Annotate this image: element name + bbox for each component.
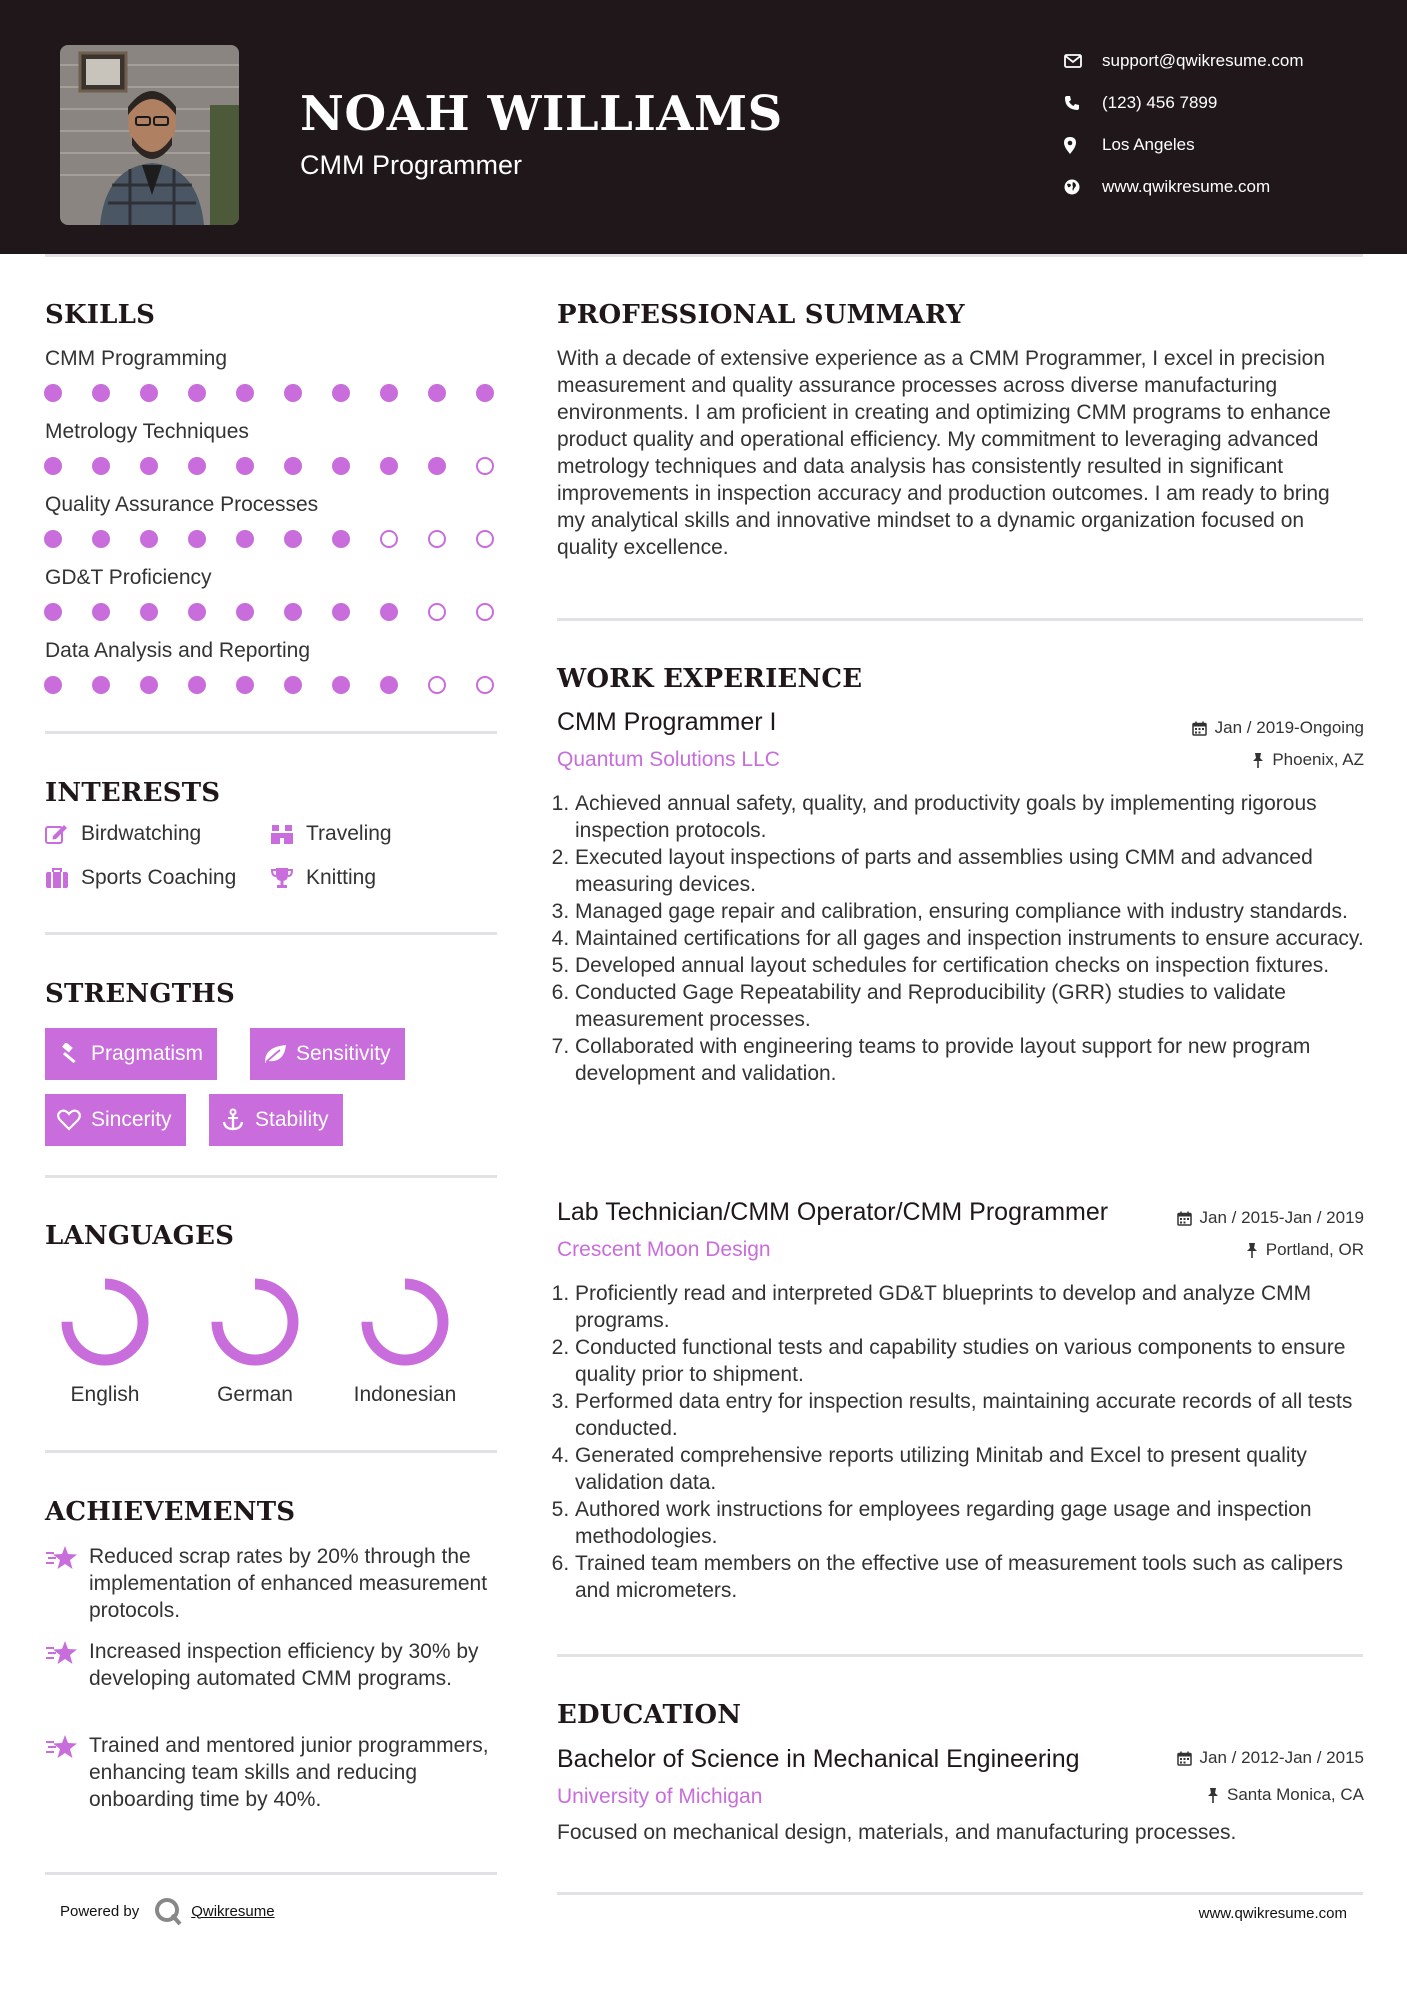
rating-dot-filled bbox=[284, 384, 302, 402]
company-name: Crescent Moon Design bbox=[557, 1238, 771, 1261]
rating-dot-filled bbox=[44, 530, 62, 548]
education-dates-text: Jan / 2012-Jan / 2015 bbox=[1199, 1748, 1364, 1767]
summary-divider bbox=[557, 618, 1363, 621]
contact-website[interactable] bbox=[1064, 166, 1304, 208]
rating-dot-filled bbox=[380, 676, 398, 694]
rating-dot-filled bbox=[92, 530, 110, 548]
achievement-item bbox=[45, 1638, 505, 1692]
rating-dot-filled bbox=[380, 384, 398, 402]
strength-label: Sensitivity bbox=[296, 1042, 391, 1065]
rating-dot-filled bbox=[188, 530, 206, 548]
rating-dot-filled bbox=[284, 603, 302, 621]
rating-dot-filled bbox=[332, 457, 350, 475]
rating-dot-filled bbox=[236, 603, 254, 621]
languages-heading: LANGUAGES bbox=[45, 1221, 235, 1251]
pushpin-icon bbox=[1252, 753, 1264, 768]
rating-dot-empty bbox=[428, 530, 446, 548]
job-title: Lab Technician/CMM Operator/CMM Programmer bbox=[557, 1198, 1109, 1226]
map-pin-icon bbox=[1064, 137, 1102, 154]
achievement-item bbox=[45, 1732, 505, 1813]
language-proficiency-arc bbox=[217, 1284, 293, 1360]
contact-phone-text: (123) 456 7899 bbox=[1102, 93, 1218, 112]
language-proficiency-arc bbox=[367, 1284, 443, 1360]
rating-dot-filled bbox=[44, 676, 62, 694]
job-location-text: Phoenix, AZ bbox=[1272, 750, 1364, 769]
job-dates-text: Jan / 2015-Jan / 2019 bbox=[1199, 1208, 1364, 1227]
work-divider bbox=[557, 1654, 1363, 1657]
rating-dot-filled bbox=[236, 384, 254, 402]
interest-label: Traveling bbox=[306, 822, 392, 845]
shooting-star-icon bbox=[45, 1638, 89, 1692]
job-duty-item: 4. Maintained certifications for all gages and inspection instruments to ensure accuracy. bbox=[575, 925, 1367, 952]
job-title: CMM Programmer I bbox=[557, 708, 777, 736]
calendar-icon bbox=[1192, 721, 1207, 736]
rating-dot-filled bbox=[332, 530, 350, 548]
footer-website[interactable]: www.qwikresume.com bbox=[1198, 1905, 1347, 1922]
language-proficiency-arc bbox=[67, 1284, 143, 1360]
job-duty-item: 6. Conducted Gage Repeatability and Reproducibility (GRR) studies to validate measurement processes. bbox=[575, 979, 1367, 1033]
job-duties-list bbox=[557, 790, 1367, 1087]
profile-photo bbox=[60, 45, 239, 225]
rating-dot-filled bbox=[284, 676, 302, 694]
strengths-heading: STRENGTHS bbox=[45, 979, 236, 1009]
education-location bbox=[1207, 1785, 1364, 1805]
job-duty-item: 1. Achieved annual safety, quality, and productivity goals by implementing rigorous inspection protocols. bbox=[575, 790, 1367, 844]
rating-dot-filled bbox=[140, 384, 158, 402]
rating-dot-empty bbox=[428, 676, 446, 694]
interest-item bbox=[270, 866, 376, 890]
job-duty-item: 2. Conducted functional tests and capability studies on various components to ensure quality prior to shipment. bbox=[575, 1334, 1367, 1388]
language-proficiency-ring bbox=[53, 1272, 157, 1372]
rating-dot-filled bbox=[44, 384, 62, 402]
rating-dot-filled bbox=[332, 676, 350, 694]
rating-dot-filled bbox=[428, 457, 446, 475]
strengths-divider bbox=[45, 1175, 497, 1178]
resume-header bbox=[0, 0, 1407, 254]
language-label: English bbox=[70, 1383, 140, 1406]
skill-rating bbox=[44, 676, 524, 694]
rating-dot-empty bbox=[476, 603, 494, 621]
rating-dot-filled bbox=[140, 530, 158, 548]
skill-rating bbox=[44, 530, 524, 548]
job-duty-item: 7. Collaborated with engineering teams to provide layout support for new program development and validation. bbox=[575, 1033, 1367, 1087]
language-item bbox=[45, 1272, 165, 1407]
education-location-text: Santa Monica, CA bbox=[1226, 1785, 1364, 1804]
shooting-star-icon bbox=[45, 1732, 89, 1813]
interest-label: Birdwatching bbox=[81, 822, 202, 845]
education-dates bbox=[1177, 1748, 1364, 1768]
job-duty-item: 2. Executed layout inspections of parts and assemblies using CMM and advanced measuring devices. bbox=[575, 844, 1367, 898]
strength-label: Stability bbox=[255, 1108, 329, 1131]
language-label: German bbox=[217, 1383, 293, 1406]
interests-divider bbox=[45, 932, 497, 935]
company-name: Quantum Solutions LLC bbox=[557, 748, 780, 771]
contact-list bbox=[1064, 40, 1304, 208]
job-duty-item: 5. Developed annual layout schedules for certification checks on inspection fixtures. bbox=[575, 952, 1367, 979]
profile-photo-image bbox=[60, 45, 239, 225]
strength-label: Pragmatism bbox=[91, 1042, 204, 1065]
language-label: Indonesian bbox=[353, 1383, 457, 1406]
job-dates bbox=[1177, 1208, 1364, 1228]
strength-tag bbox=[45, 1028, 217, 1080]
rating-dot-filled bbox=[44, 457, 62, 475]
rating-dot-filled bbox=[236, 530, 254, 548]
rating-dot-filled bbox=[140, 457, 158, 475]
language-item bbox=[195, 1272, 315, 1407]
summary-text: With a decade of extensive experience as a CMM Programmer, I excel in precision measurement and quality assurance processes across diverse manufacturing environments. I am proficient in creating and optimizing CMM programs to enhance product quality and operational efficiency. My commitment to leveraging advanced metrology techniques and data analysis has consistently resulted in significant improvements in inspection accuracy and production outcomes. I am ready to bring my analytical skills and innovative mindset to a dynamic organization focused on quality excellence. bbox=[557, 347, 1331, 559]
contact-email-text: support@qwikresume.com bbox=[1102, 51, 1304, 70]
shooting-star-icon bbox=[45, 1543, 89, 1624]
work-heading: WORK EXPERIENCE bbox=[557, 664, 863, 694]
skill-label: Quality Assurance Processes bbox=[45, 493, 319, 516]
header-divider bbox=[45, 254, 1363, 257]
achievement-text: Reduced scrap rates by 20% through the implementation of enhanced measurement protocols. bbox=[89, 1545, 488, 1622]
anchor-icon bbox=[221, 1108, 255, 1132]
rating-dot-filled bbox=[236, 676, 254, 694]
rating-dot-filled bbox=[188, 603, 206, 621]
education-divider bbox=[557, 1892, 1363, 1895]
rating-dot-empty bbox=[428, 603, 446, 621]
contact-website-text: www.qwikresume.com bbox=[1102, 177, 1271, 196]
job-duty-item: 3. Managed gage repair and calibration, ensuring compliance with industry standards. bbox=[575, 898, 1367, 925]
contact-location-text: Los Angeles bbox=[1102, 135, 1195, 154]
interest-item bbox=[45, 822, 201, 846]
binoculars-icon bbox=[270, 823, 306, 845]
briefcase-icon bbox=[45, 867, 81, 889]
skill-rating bbox=[44, 384, 524, 402]
rating-dot-filled bbox=[188, 384, 206, 402]
powered-by-text: Powered by bbox=[60, 1902, 140, 1920]
rating-dot-filled bbox=[140, 603, 158, 621]
contact-email[interactable] bbox=[1064, 40, 1304, 82]
job-duty-item: 4. Generated comprehensive reports utilizing Minitab and Excel to present quality validation data. bbox=[575, 1442, 1367, 1496]
skill-label: Metrology Techniques bbox=[45, 420, 249, 443]
rating-dot-filled bbox=[140, 676, 158, 694]
calendar-icon bbox=[1177, 1751, 1192, 1766]
skill-rating bbox=[44, 603, 524, 621]
heart-icon bbox=[57, 1109, 91, 1131]
trophy-icon bbox=[270, 867, 306, 889]
job-duty-item: 5. Authored work instructions for employees regarding gage usage and inspection methodologies. bbox=[575, 1496, 1367, 1550]
languages-divider bbox=[45, 1450, 497, 1453]
rating-dot-filled bbox=[188, 457, 206, 475]
rating-dot-filled bbox=[92, 603, 110, 621]
interest-item bbox=[45, 866, 236, 890]
skills-heading: SKILLS bbox=[45, 300, 156, 330]
globe-icon bbox=[1064, 179, 1102, 195]
rating-dot-empty bbox=[476, 457, 494, 475]
rating-dot-empty bbox=[476, 676, 494, 694]
strength-tag bbox=[209, 1094, 343, 1146]
job-duty-item: 1. Proficiently read and interpreted GD&T blueprints to develop and analyze CMM programs. bbox=[575, 1280, 1367, 1334]
rating-dot-filled bbox=[476, 384, 494, 402]
pencil-square-icon bbox=[45, 823, 81, 845]
achievements-divider bbox=[45, 1872, 497, 1875]
pushpin-icon bbox=[1207, 1788, 1219, 1803]
rating-dot-filled bbox=[380, 603, 398, 621]
interest-label: Sports Coaching bbox=[81, 866, 237, 889]
contact-phone[interactable] bbox=[1064, 82, 1304, 124]
pushpin-icon bbox=[1246, 1243, 1258, 1258]
leaf-icon bbox=[262, 1043, 296, 1065]
rating-dot-filled bbox=[380, 457, 398, 475]
rating-dot-empty bbox=[476, 530, 494, 548]
skill-label: Data Analysis and Reporting bbox=[45, 639, 310, 662]
job-location bbox=[1246, 1240, 1364, 1260]
achievement-item bbox=[45, 1543, 505, 1624]
education-heading: EDUCATION bbox=[557, 1700, 742, 1730]
qwikresume-link[interactable]: Qwikresume bbox=[191, 1902, 275, 1920]
calendar-icon bbox=[1177, 1211, 1192, 1226]
strength-tag bbox=[250, 1028, 405, 1080]
rating-dot-filled bbox=[332, 384, 350, 402]
achievement-text: Trained and mentored junior programmers, enhancing team skills and reducing onboarding time by 40%. bbox=[89, 1734, 489, 1811]
job-duty-item: 3. Performed data entry for inspection results, maintaining accurate records of all tests conducted. bbox=[575, 1388, 1367, 1442]
job-duty-item: 6. Trained team members on the effective use of measurement tools such as calipers and micrometers. bbox=[575, 1550, 1367, 1604]
job-duties-list bbox=[557, 1280, 1367, 1604]
rating-dot-filled bbox=[92, 676, 110, 694]
job-location bbox=[1252, 750, 1364, 770]
interest-label: Knitting bbox=[306, 866, 377, 889]
achievements-heading: ACHIEVEMENTS bbox=[45, 1497, 296, 1527]
degree-title: Bachelor of Science in Mechanical Engineering bbox=[557, 1745, 1080, 1773]
rating-dot-filled bbox=[188, 676, 206, 694]
language-proficiency-ring bbox=[353, 1272, 457, 1372]
skills-divider bbox=[45, 731, 497, 734]
language-item bbox=[345, 1272, 465, 1407]
gavel-icon bbox=[57, 1043, 91, 1065]
rating-dot-filled bbox=[284, 457, 302, 475]
footer-powered-by bbox=[60, 1896, 275, 1926]
strength-tag bbox=[45, 1094, 186, 1146]
candidate-name: NOAH WILLIAMS bbox=[300, 86, 783, 142]
job-location-text: Portland, OR bbox=[1265, 1240, 1364, 1259]
rating-dot-filled bbox=[428, 384, 446, 402]
phone-icon bbox=[1064, 95, 1102, 111]
envelope-icon bbox=[1064, 54, 1102, 68]
summary-heading: PROFESSIONAL SUMMARY bbox=[557, 300, 965, 330]
job-dates-text: Jan / 2019-Ongoing bbox=[1214, 718, 1364, 737]
contact-location bbox=[1064, 124, 1304, 166]
rating-dot-filled bbox=[92, 457, 110, 475]
rating-dot-filled bbox=[236, 457, 254, 475]
rating-dot-filled bbox=[284, 530, 302, 548]
candidate-title: CMM Programmer bbox=[300, 150, 523, 180]
qwikresume-logo-icon bbox=[153, 1896, 183, 1926]
interests-heading: INTERESTS bbox=[45, 778, 221, 808]
strength-label: Sincerity bbox=[91, 1108, 172, 1131]
interest-item bbox=[270, 822, 392, 846]
rating-dot-filled bbox=[332, 603, 350, 621]
skill-rating bbox=[44, 457, 524, 475]
rating-dot-filled bbox=[44, 603, 62, 621]
language-proficiency-ring bbox=[203, 1272, 307, 1372]
achievement-text: Increased inspection efficiency by 30% by developing automated CMM programs. bbox=[89, 1640, 479, 1690]
skill-label: CMM Programming bbox=[45, 347, 228, 370]
job-dates bbox=[1192, 718, 1364, 738]
education-description: Focused on mechanical design, materials, and manufacturing processes. bbox=[557, 1821, 1237, 1844]
rating-dot-empty bbox=[380, 530, 398, 548]
rating-dot-filled bbox=[92, 384, 110, 402]
skill-label: GD&T Proficiency bbox=[45, 566, 212, 589]
school-name: University of Michigan bbox=[557, 1785, 763, 1808]
